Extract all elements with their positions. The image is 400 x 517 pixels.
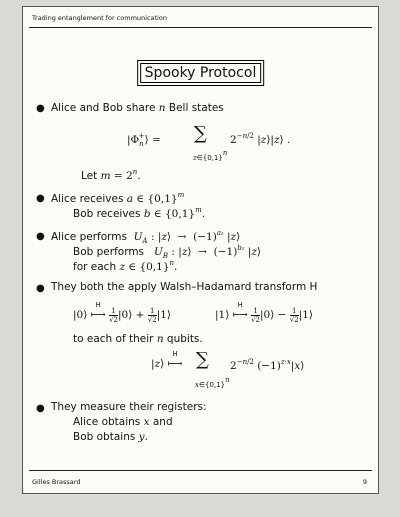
page-number: 9 [362, 478, 367, 486]
bullet-5-line-a: They measure their registers: [51, 401, 207, 413]
sum-symbol: ∑ [194, 123, 207, 144]
bullet-3-line-c: for each z ∈ $\{0,1\}^n$. [73, 259, 178, 273]
bullet-2-line-a: Alice receives a ∈ $\{0,1\}^m$ [51, 191, 185, 205]
footer-rule [29, 470, 372, 471]
qubits-line: to each of their n qubits. [73, 333, 203, 345]
bullet-1-text: Alice and Bob share n Bell states [51, 102, 224, 114]
footer-author: Gilles Brassard [32, 478, 81, 486]
bullet-5-line-c: Bob obtains y. [73, 431, 148, 443]
hz-sum-range: x∈{0,1}n [195, 376, 230, 389]
bell-equation: $|\Phi_n^+⟩$ = [127, 132, 161, 148]
hadamard-one: |1⟩ H ⟼ $\frac{1}{√2}$ |0⟩ − $\frac{1}{√2}$ |1⟩ [215, 301, 314, 324]
slide-title: Spooky Protocol [140, 63, 262, 83]
let-m-line: Let $m = 2^n$. [81, 168, 141, 182]
sum-symbol: ∑ [196, 349, 209, 370]
hz-lhs: |z⟩ H ⟼ [151, 350, 183, 370]
bullet-2-line-b: Bob receives b ∈ $\{0,1\}^m$. [73, 206, 206, 220]
bullet-icon: ● [36, 283, 45, 294]
bullet-5-line-b: Alice obtains x and [73, 416, 173, 428]
bullet-icon: ● [36, 403, 45, 414]
bell-sum-range: z∈{0,1}n [193, 149, 228, 162]
bullet-4-text: They both the apply Walsh–Hadamard transform H [51, 281, 318, 293]
header-text: Trading entanglement for communication [32, 14, 167, 22]
bullet-3-line-a: Alice performs $U_A$ : |z⟩ → $(-1)^{az}$ |z⟩ [51, 229, 241, 245]
hadamard-zero: |0⟩ H ⟼ $\frac{1}{√2}$ |0⟩ + $\frac{1}{√2}$ |1⟩ [73, 301, 172, 324]
bullet-icon: ● [36, 231, 45, 242]
slide-page [22, 6, 379, 494]
header-rule [29, 27, 372, 28]
bullet-icon: ● [36, 103, 45, 114]
bullet-icon: ● [36, 193, 45, 204]
bell-rhs: $2^{-n/2}$ |z⟩|z⟩ . [230, 132, 291, 146]
hz-rhs: $2^{-n/2}$ $(-1)^{z\cdot x}|x⟩$ [230, 358, 305, 372]
bullet-3-line-b: Bob performs $U_B$ : |z⟩ → $(-1)^{bz}$ |z⟩ [73, 244, 261, 260]
